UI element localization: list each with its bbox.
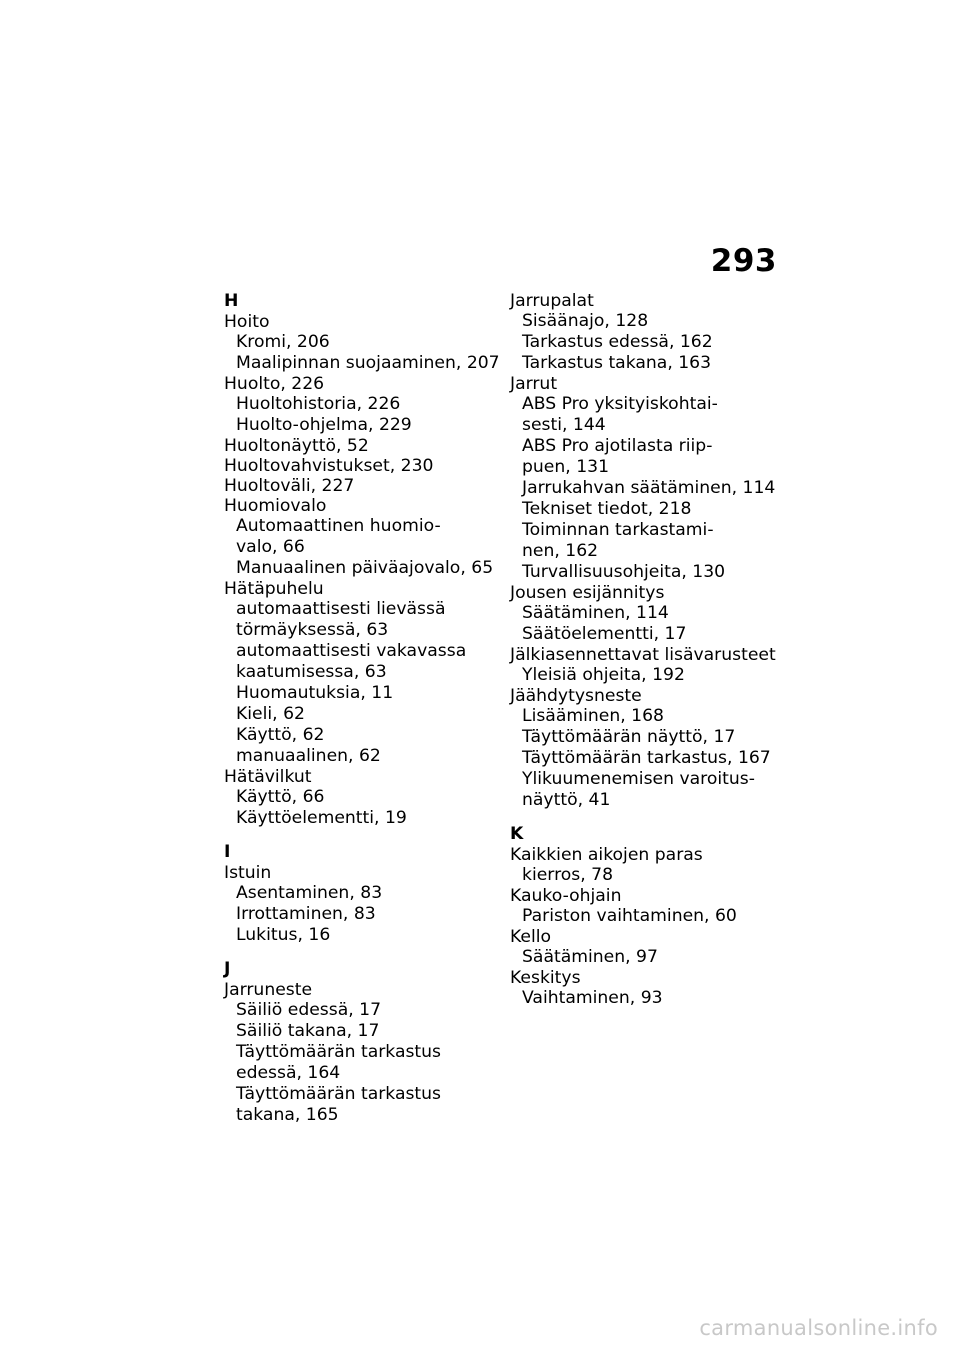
index-subentry-line: Yleisiä ohjeita, 192: [522, 665, 685, 685]
index-entry: Kello: [510, 927, 552, 947]
index-subentry-line: Vaihtaminen, 93: [522, 988, 663, 1008]
watermark: carmanualsonline.info: [699, 1316, 938, 1340]
index-subentry-line: Täyttömäärän tarkastus, 167: [522, 748, 771, 768]
index-subentry: [510, 353, 790, 374]
index-subentry-line: Maalipinnan suojaaminen, 207: [236, 353, 500, 373]
index-subentry-line: Huolto-ohjelma, 229: [236, 415, 412, 435]
index-section-letter: I: [224, 842, 231, 862]
index-entry: Huomiovalo: [224, 496, 327, 516]
index-subentry-line: Tarkastus edessä, 162: [522, 332, 713, 352]
index-subentry-line: Täyttömäärän tarkastus: [236, 1042, 442, 1062]
index-subentry: [510, 603, 790, 624]
index-subentry: [224, 683, 494, 704]
index-subentry: [510, 769, 790, 811]
index-subentry: [224, 725, 494, 746]
index-entry: Istuin: [224, 863, 272, 883]
index-subentry-line: Jarrukahvan säätäminen, 114: [522, 478, 776, 498]
index-subentry-line: Tarkastus takana, 163: [522, 353, 712, 373]
index-entry: Hätävilkut: [224, 767, 312, 787]
index-subentry: [224, 904, 494, 925]
index-subentry: [224, 394, 494, 415]
index-subentry-line: Lukitus, 16: [236, 925, 331, 945]
index-subentry-line: Täyttömäärän näyttö, 17: [522, 727, 736, 747]
index-subentry-line: Säätäminen, 114: [522, 603, 669, 623]
index-subentry-line: automaattisesti lievässä: [236, 599, 446, 619]
index-subentry-line: Ylikuumenemisen varoitus-: [522, 769, 755, 789]
index-subentry: [510, 478, 790, 499]
index-entry: Jarruneste: [224, 980, 313, 1000]
index-entry: Jäähdytysneste: [510, 686, 642, 706]
index-subentry: [224, 415, 494, 436]
index-subentry-line: Pariston vaihtaminen, 60: [522, 906, 737, 926]
index-subentry-line: automaattisesti vakavassa: [236, 641, 467, 661]
index-subentry: [224, 641, 494, 683]
index-column-right: [510, 291, 790, 1009]
index-entry: Keskitys: [510, 968, 581, 988]
index-subentry-line: puen, 131: [522, 457, 610, 477]
index-subentry: [510, 865, 790, 886]
index-subentry-line: Turvallisuusohjeita, 130: [522, 562, 726, 582]
index-entry: Hoito: [224, 312, 270, 332]
index-subentry: [224, 599, 494, 641]
index-subentry-line: Käyttö, 62: [236, 725, 325, 745]
index-subentry-line: Säätöelementti, 17: [522, 624, 687, 644]
index-subentry: [510, 624, 790, 645]
index-subentry-line: kierros, 78: [522, 865, 614, 885]
index-subentry-line: sesti, 144: [522, 415, 606, 435]
index-subentry-line: ABS Pro yksityiskohtai-: [522, 394, 718, 414]
page-number: 293: [710, 243, 777, 279]
index-subentry-line: törmäyksessä, 63: [236, 620, 389, 640]
index-subentry-line: Tekniset tiedot, 218: [522, 499, 692, 519]
index-subentry: [224, 808, 494, 829]
section-gap: [224, 946, 494, 959]
index-subentry-line: Toiminnan tarkastami-: [522, 520, 714, 540]
index-entry: Jousen esijännitys: [510, 583, 665, 603]
index-subentry: [224, 558, 494, 579]
index-subentry-line: takana, 165: [236, 1105, 339, 1125]
index-entry: Kauko-ohjain: [510, 886, 622, 906]
index-subentry: [224, 746, 494, 767]
index-subentry: [510, 727, 790, 748]
index-subentry: [510, 311, 790, 332]
index-subentry: [510, 706, 790, 727]
index-subentry-line: edessä, 164: [236, 1063, 341, 1083]
index-section-letter: K: [510, 824, 524, 844]
index-entry: Huoltovahvistukset, 230: [224, 456, 434, 476]
index-entry: Kaikkien aikojen paras: [510, 845, 703, 865]
index-subentry: [510, 332, 790, 353]
index-subentry-line: Täyttömäärän tarkastus: [236, 1084, 442, 1104]
index-subentry-line: manuaalinen, 62: [236, 746, 381, 766]
index-entry: Huolto, 226: [224, 374, 325, 394]
section-gap: [510, 811, 790, 824]
index-subentry-line: Automaattinen huomio-: [236, 516, 441, 536]
index-subentry-line: ABS Pro ajotilasta riip-: [522, 436, 713, 456]
index-subentry: [510, 562, 790, 583]
index-subentry: [224, 1021, 494, 1042]
index-subentry-line: Käyttöelementti, 19: [236, 808, 407, 828]
index-subentry: [224, 332, 494, 353]
index-subentry-line: Säätäminen, 97: [522, 947, 658, 967]
index-subentry: [510, 665, 790, 686]
index-subentry: [224, 883, 494, 904]
index-subentry-line: näyttö, 41: [522, 790, 611, 810]
index-entry: Jarrupalat: [510, 291, 594, 311]
index-entry: Jarrut: [510, 374, 558, 394]
index-entry: Huoltonäyttö, 52: [224, 436, 369, 456]
index-section-letter: H: [224, 291, 239, 311]
index-subentry-line: Käyttö, 66: [236, 787, 325, 807]
index-section-letter: J: [224, 959, 231, 979]
index-subentry: [224, 353, 500, 374]
index-subentry-line: Säiliö takana, 17: [236, 1021, 380, 1041]
index-subentry: [510, 436, 790, 478]
index-subentry-line: valo, 66: [236, 537, 305, 557]
index-subentry: [224, 925, 494, 946]
index-subentry: [224, 1084, 494, 1126]
index-subentry-line: Asentaminen, 83: [236, 883, 383, 903]
index-subentry: [224, 787, 494, 808]
section-gap: [224, 829, 494, 842]
index-subentry: [510, 947, 790, 968]
index-subentry: [510, 748, 790, 769]
index-subentry-line: Kieli, 62: [236, 704, 305, 724]
index-subentry-line: Säiliö edessä, 17: [236, 1000, 382, 1020]
index-entry: Huoltoväli, 227: [224, 476, 355, 496]
index-subentry: [510, 499, 790, 520]
index-subentry-line: Huoltohistoria, 226: [236, 394, 401, 414]
index-subentry-line: Lisääminen, 168: [522, 706, 664, 726]
index-subentry: [224, 704, 494, 725]
index-subentry-line: Huomautuksia, 11: [236, 683, 394, 703]
index-column-left: [224, 291, 500, 1126]
index-subentry: [510, 394, 790, 436]
index-entry: Jälkiasennettavat lisävarusteet: [510, 645, 776, 665]
index-subentry: [510, 906, 790, 927]
index-subentry-line: Sisäänajo, 128: [522, 311, 649, 331]
index-subentry-line: kaatumisessa, 63: [236, 662, 387, 682]
index-subentry-line: nen, 162: [522, 541, 599, 561]
index-entry: Hätäpuhelu: [224, 579, 324, 599]
index-subentry-line: Irrottaminen, 83: [236, 904, 376, 924]
index-subentry: [224, 516, 494, 558]
index-subentry-line: Manuaalinen päiväajovalo, 65: [236, 558, 494, 578]
index-subentry: [224, 1042, 494, 1084]
index-subentry: [510, 520, 790, 562]
index-subentry-line: Kromi, 206: [236, 332, 330, 352]
index-subentry: [510, 988, 790, 1009]
index-subentry: [224, 1000, 494, 1021]
